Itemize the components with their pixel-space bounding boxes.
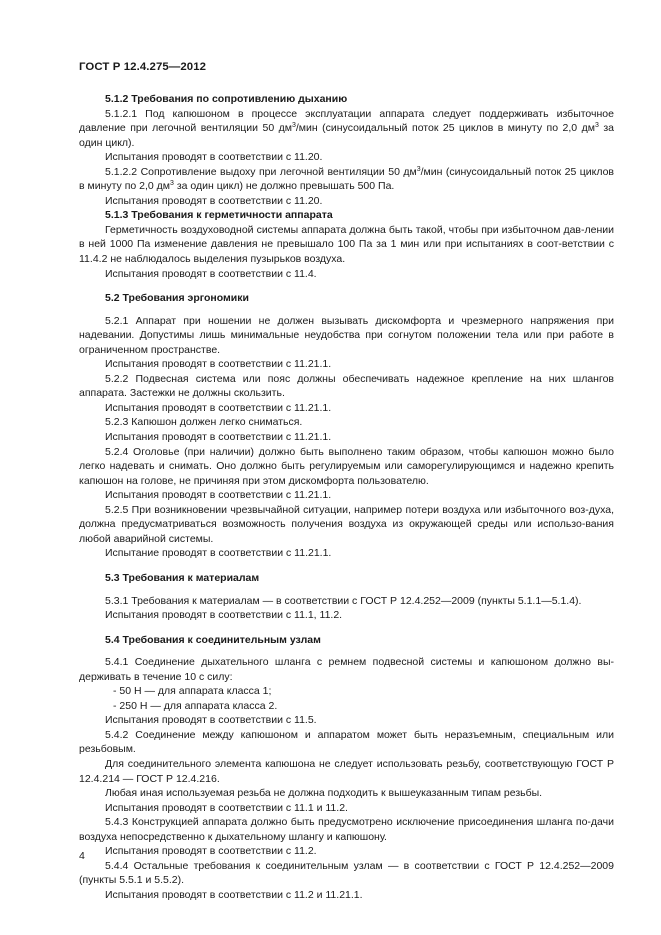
section-heading-5-1-2: 5.1.2 Требования по сопротивлению дыханию bbox=[105, 93, 348, 105]
section-heading-5-2: 5.2 Требования эргономики bbox=[105, 292, 249, 305]
page-number: 4 bbox=[79, 850, 85, 862]
test-reference: Испытания проводят в соответствии с 11.1 и 11.2. bbox=[105, 801, 348, 814]
text-run: за один цикл). bbox=[79, 122, 614, 149]
test-reference: Испытание проводят в соответствии с 11.21.1. bbox=[105, 547, 332, 560]
paragraph-thread-other: Любая иная используемая резьба не должна подходить к вышеуказанным типам резьбы. bbox=[105, 787, 543, 800]
test-reference: Испытания проводят в соответствии с 11.21.1. bbox=[105, 431, 332, 444]
section-heading-5-4: 5.4 Требования к соединительным узлам bbox=[105, 633, 321, 646]
test-reference: Испытания проводят в соответствии с 11.4. bbox=[105, 267, 317, 280]
test-reference: Испытания проводят в соответствии с 11.21.1. bbox=[105, 401, 332, 414]
test-reference: Испытания проводят в соответствии с 11.2. bbox=[105, 845, 317, 858]
standard-header: ГОСТ Р 12.4.275—2012 bbox=[79, 61, 207, 73]
test-reference: Испытания проводят в соответствии с 11.1, 11.2. bbox=[105, 609, 343, 622]
paragraph-5-1-2-1 bbox=[79, 107, 614, 151]
paragraph-5-4-1: 5.4.1 Соединение дыхательного шланга с ремнем подвесной системы и капюшоном должно вы-держивать в течение 10 с силу: bbox=[79, 656, 614, 683]
text-run: 5.1.2.2 Сопротивление выдоху при легочной вентиляции 50 дм bbox=[105, 165, 417, 178]
text-run: 5.1.2.1 Под капюшоном в процессе эксплуатации аппарата следует поддерживать избыточное давление при легочной вентиляции 50 дм bbox=[79, 107, 614, 135]
test-reference: Испытания проводят в соответствии с 11.20. bbox=[105, 194, 323, 207]
paragraph-5-2-5: 5.2.5 При возникновении чрезвычайной ситуации, например потери воздуха или избыточного воз-духа, должна предусматриваться возможность получения воздуха из окружающей среды или использо-вания любой аварийной системы. bbox=[79, 503, 614, 545]
list-item: - 50 Н — для аппарата класса 1; bbox=[113, 685, 272, 698]
paragraph-5-2-1: 5.2.1 Аппарат при ношении не должен вызывать дискомфорта и чрезмерного напряжения при надевании. Допустимы лишь минимальные неудобства при согнутом положении тела или при работе в ограниченном пространстве. bbox=[79, 314, 614, 356]
section-heading-5-3: 5.3 Требования к материалам bbox=[105, 571, 260, 584]
test-reference: Испытания проводят в соответствии с 11.21.1. bbox=[105, 489, 332, 502]
superscript: 3 bbox=[291, 122, 296, 130]
paragraph-5-2-3: 5.2.3 Капюшон должен легко сниматься. bbox=[105, 416, 303, 429]
text-run: /мин (синусоидальный поток 25 циклов в минуту по 2,0 дм bbox=[79, 165, 614, 193]
paragraph-thread-note: Для соединительного элемента капюшона не следует использовать резьбу, соответствующую ГОСТ Р 12.4.214 — ГОСТ Р 12.4.216. bbox=[79, 757, 614, 785]
test-reference: Испытания проводят в соответствии с 11.21.1. bbox=[105, 358, 332, 371]
text-run: за один цикл) не должно превышать 500 Па. bbox=[173, 180, 395, 193]
superscript: 3 bbox=[594, 122, 599, 130]
paragraph-5-4-3: 5.4.3 Конструкцией аппарата должно быть предусмотрено исключение присоединения шланга по-дачи воздуха непосредственно к дыхательному шлангу и капюшону. bbox=[79, 816, 614, 843]
paragraph-5-2-2: 5.2.2 Подвесная система или пояс должны обеспечивать надежное крепление на них шлангов аппарата. Застежки не должны скользить. bbox=[79, 372, 614, 400]
paragraph-5-3-1: 5.3.1 Требования к материалам — в соответствии с ГОСТ Р 12.4.252—2009 (пункты 5.1.1—5.1.4). bbox=[105, 594, 582, 607]
test-reference: Испытания проводят в соответствии с 11.20. bbox=[105, 151, 323, 164]
superscript: 3 bbox=[170, 180, 174, 188]
test-reference: Испытания проводят в соответствии с 11.5. bbox=[105, 714, 317, 727]
paragraph-5-2-4: 5.2.4 Оголовье (при наличии) должно быть выполнено таким образом, чтобы капюшон можно было легко надевать и снимать. Оно должно быть регулируемым или саморегулирующимся и надежно крепить капюшон на голове, не причиняя при этом дискомфорта пользователю. bbox=[79, 445, 614, 487]
paragraph-5-1-2-2 bbox=[79, 165, 614, 194]
paragraph-5-4-2: 5.4.2 Соединение между капюшоном и аппаратом может быть неразъемным, специальным или резьбовым. bbox=[79, 728, 614, 756]
list-item: - 250 Н — для аппарата класса 2. bbox=[113, 699, 278, 712]
paragraph-5-1-3: Герметичность воздуховодной системы аппарата должна быть такой, чтобы при избыточном дав-лении в ней 1000 Па изменение давления не превышало 100 Па за 1 мин или при испытаниях в соот-ветствии с 11.4.2 не наблюдалось выделения пузырьков воздуха. bbox=[79, 223, 614, 266]
text-run: /мин (синусоидальный поток 25 циклов в минуту по 2,0 дм bbox=[295, 122, 595, 135]
section-heading-5-1-3: 5.1.3 Требования к герметичности аппарата bbox=[105, 209, 333, 222]
paragraph-5-4-4: 5.4.4 Остальные требования к соединительным узлам — в соответствии с ГОСТ Р 12.4.252—2009 (пункты 5.5.1 и 5.5.2). bbox=[79, 859, 614, 887]
superscript: 3 bbox=[416, 165, 421, 173]
document-body bbox=[79, 92, 614, 902]
test-reference: Испытания проводят в соответствии с 11.2 и 11.21.1. bbox=[105, 888, 363, 901]
